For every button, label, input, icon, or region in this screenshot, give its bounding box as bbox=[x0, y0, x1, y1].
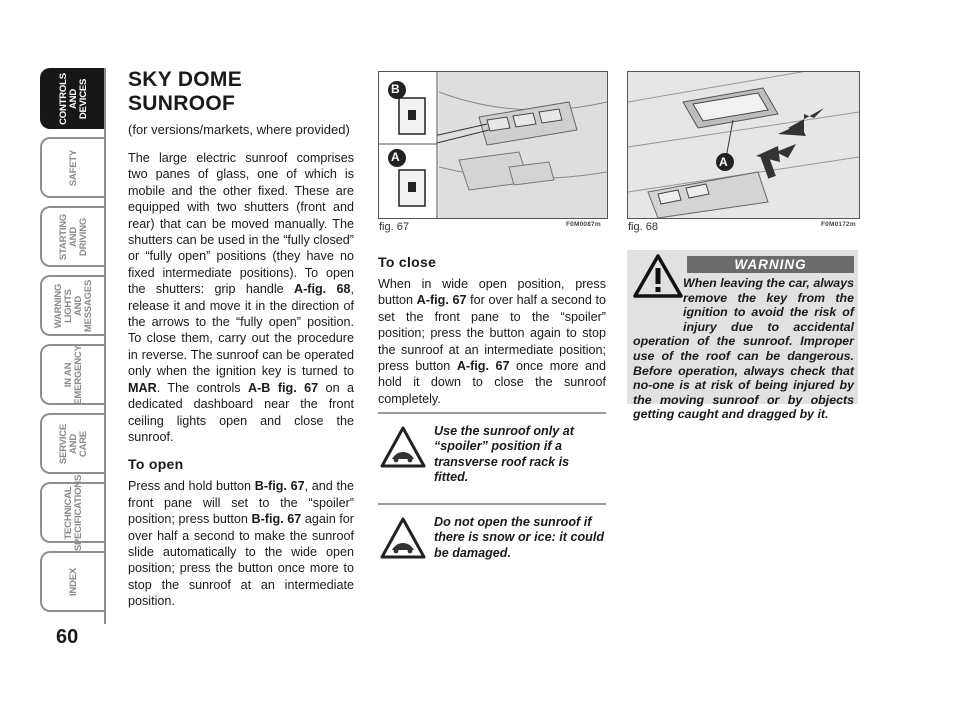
tab-label: INDEX bbox=[68, 567, 79, 596]
tab-label: IN AN EMERGENCY bbox=[63, 344, 84, 405]
tab-label: SERVICE AND CARE bbox=[58, 423, 89, 464]
middle-column bbox=[378, 250, 606, 407]
fig68-label-a: A bbox=[719, 155, 728, 169]
tab-label: STARTING AND DRIVING bbox=[58, 213, 89, 260]
warning-heading: WARNING bbox=[687, 256, 854, 273]
chapter-tabs bbox=[40, 68, 106, 620]
note-text: Use the sunroof only at “spoiler” position if a transverse roof rack is fitted. bbox=[434, 424, 574, 485]
to-close-paragraph: When in wide open position, press button A-fig. 67 for over half a second to set the front pane to the “spoiler” position; press the button again to stop the sunroof at an intermediate position; press button A-fig. 67 once more and hold it down to close the sunroof completely. bbox=[378, 277, 607, 406]
fig68-code: F0M0172m bbox=[821, 221, 856, 228]
figure-68-shutter-handle bbox=[627, 71, 860, 219]
intro-paragraph: The large electric sunroof comprises two panes of glass, one of which is mobile and the other fixed. These are equipped with two shutters (front and rear) that can be moved manually. The shutters can be used in the “fully closed” or “fully open” positions (they have no fixed intermediate positions). To open the shutters: grip handle A-fig. 68, release it and move it in the direction of the arrows to the “fully open” position. To close them, carry out the procedure in reverse. The sunroof can be operated only when the ignition key is turned to MAR. The controls A-B fig. 67 on a dedicated dashboard near the front ceiling lights open and close the sunroof. bbox=[128, 151, 354, 444]
tab-technical-specifications[interactable] bbox=[40, 474, 106, 551]
tab-controls-and-devices[interactable] bbox=[40, 68, 106, 129]
note-body bbox=[378, 414, 606, 486]
fig67-label-a: A bbox=[391, 150, 400, 164]
tab-index[interactable] bbox=[40, 551, 106, 612]
fig67-label-b: B bbox=[391, 82, 400, 96]
figure-67-sunroof-controls bbox=[378, 71, 608, 219]
fig68-caption: fig. 68 bbox=[628, 221, 658, 233]
tab-label: TECHNICAL SPECIFICATIONS bbox=[63, 474, 84, 551]
warning-text-block bbox=[633, 276, 854, 422]
to-open-paragraph: Press and hold button B-fig. 67, and the front pane will set to the “spoiler” position; press button B-fig. 67 again for over half a second to make the sunroof slide automatically to the wide open position; press the button once more to stop the sunroof at an intermediate position. bbox=[128, 479, 354, 609]
roof-rack-note bbox=[378, 412, 606, 486]
figure-67-drawing bbox=[379, 72, 607, 218]
section-title: SKY DOME SUNROOF bbox=[128, 68, 243, 115]
car-caution-icon bbox=[380, 517, 426, 559]
tab-warning-lights[interactable] bbox=[40, 275, 106, 336]
tab-safety[interactable] bbox=[40, 137, 106, 198]
tab-starting-and-driving[interactable] bbox=[40, 206, 106, 267]
tab-in-an-emergency[interactable] bbox=[40, 344, 106, 405]
section-subtitle: (for versions/markets, where provided) bbox=[128, 122, 350, 137]
fig67-caption: fig. 67 bbox=[379, 221, 409, 233]
snow-ice-note bbox=[378, 503, 606, 561]
note-body bbox=[378, 505, 606, 561]
tab-label: CONTROLS AND DEVICES bbox=[58, 72, 89, 125]
to-open-heading: To open bbox=[128, 456, 184, 473]
to-close-heading: To close bbox=[378, 254, 437, 270]
car-caution-icon bbox=[380, 426, 426, 468]
warning-text: When leaving the car, always remove the key from the ignition to avoid the risk of injury due to accidental operation of the sunroof. Improper use of the roof can be dangerous. Before operation, always check that no-one is at risk of being injured by the moving sunroof or by objects getting caught and dragged by it. bbox=[633, 276, 854, 422]
warning-box bbox=[627, 250, 858, 422]
tab-divider bbox=[104, 68, 106, 624]
note-text: Do not open the sunroof if there is snow or ice: it could be damaged. bbox=[434, 515, 605, 560]
tab-label: SAFETY bbox=[68, 149, 79, 186]
figure-68-drawing bbox=[628, 72, 859, 218]
tab-service-and-care[interactable] bbox=[40, 413, 106, 474]
left-column bbox=[128, 68, 354, 610]
tab-label: WARNING LIGHTS AND MESSAGES bbox=[53, 279, 94, 332]
fig67-code: F0M0087m bbox=[566, 221, 601, 228]
page-number: 60 bbox=[56, 626, 79, 648]
